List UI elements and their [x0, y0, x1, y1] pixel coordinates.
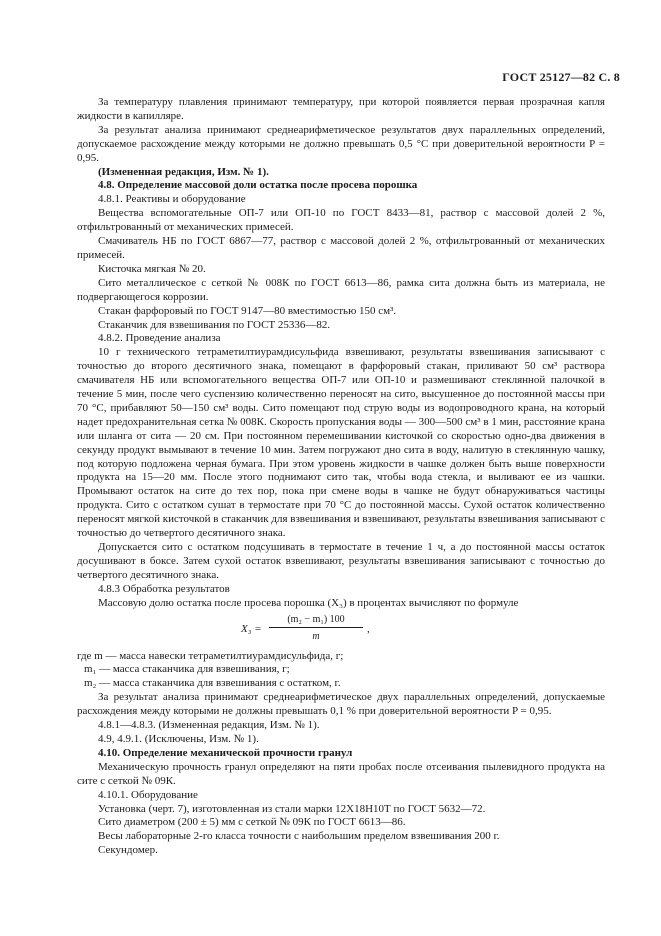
paragraph: 4.8. Определение массовой доли остатка после просева порошка — [98, 179, 418, 192]
paragraph: Вещества вспомогательные ОП-7 или ОП-10 по ГОСТ 8433—81, раствор с массовой долей 2 %, отфильтрованный от механических примесей. — [77, 207, 605, 234]
paragraph: 4.10. Определение механической прочности гранул — [98, 746, 353, 759]
paragraph: 4.8.3 Обработка результатов — [98, 582, 230, 595]
paragraph: 4.10.1. Оборудование — [98, 788, 198, 801]
paragraph: Сито диаметром (200 ± 5) мм с сеткой № 09К по ГОСТ 6613—86. — [98, 816, 406, 829]
formula-x3 — [77, 613, 605, 647]
variable-definition: m₁ — масса стаканчика для взвешивания, г; — [84, 663, 290, 676]
paragraph: За температуру плавления принимают температуру, при которой появляется первая прозрачная капля жидкости в капилляре. — [77, 96, 605, 122]
paragraph-group-2 — [77, 691, 605, 858]
variable-definitions — [77, 650, 605, 692]
paragraph: Секундомер. — [98, 844, 158, 857]
paragraph: Стаканчик для взвешивания по ГОСТ 25336—82. — [98, 318, 331, 331]
paragraph: Установка (черт. 7), изготовленная из стали марки 12Х18Н10Т по ГОСТ 5632—72. — [98, 802, 486, 815]
paragraph: Механическую прочность гранул определяют на пяти пробах после отсеивания пылевидного продукта на сите с сеткой № 09К. — [77, 760, 605, 787]
paragraph: Кисточка мягкая № 20. — [98, 262, 206, 275]
paragraph: 4.8.2. Проведение анализа — [98, 332, 221, 345]
paragraph: Сито металлическое с сеткой № 008К по ГОСТ 6613—86, рамка сита должна быть из материала, не подвергающегося коррозии. — [77, 276, 605, 303]
paragraph: За результат анализа принимают среднеарифметическое двух параллельных определений, допускаемые расхождения между которыми не должны превышать 0,1 % при доверительной вероятности P = 0,95. — [77, 691, 605, 718]
paragraph: 10 г технического тетраметилтиурамдисульфида взвешивают, результаты взвешивания записывают с точностью до второго десятичного знака, помещают в фарфоровый стакан, приливают 50 см³ раствора смачивателя НБ или вспомогательного вещества ОП-7 или ОП-10 и размешивают стеклянной палочкой в течение 5 мин, после чего суспензию количественно переносят на сито, высушенное до постоянной массы при 70 °С, прибавляют 50—150 см³ воды. Сито помещают под струю воды из водопроводного крана, на который надет предохранительная сетка № 008К. Скорость пропускания воды — 300—500 см³ в 1 мин, расстояние крана или шланга от сита — 20 см. При постоянном перемешивании кисточкой со скоростью одно-два движения в секунду продукт вымывают в течение 10 мин. Затем погружают дно сита в воду, налитую в стеклянную чашку, под которую подложена черная бумага. При этом уровень жидкости в чашке должен быть выше поверхности продукта на 15—20 мм. После этого поднимают сито так, чтобы вода стекла, и выливают ее из чашки. Промывают остаток на сите до тех пор, пока при смене воды в чашке не будут обнаруживаться частицы продукта. Сито с остатком сушат в термостате при 70 °С до постоянной массы. Сухой остаток количественно переносят мягкой кисточкой в стаканчик для взвешивания и взвешивают, результаты взвешивания записывают с точностью до четвертого десятичного знака. — [77, 346, 605, 540]
variable-definition: m₂ — масса стаканчика для взвешивания с остатком, г. — [84, 677, 341, 690]
page-header: ГОСТ 25127—82 С. 8 — [502, 70, 620, 84]
paragraph: 4.8.1. Реактивы и оборудование — [98, 193, 246, 206]
paragraph: Стакан фарфоровый по ГОСТ 9147—80 вместимостью 150 см³. — [98, 304, 397, 317]
paragraph: За результат анализа принимают среднеарифметическое результатов двух параллельных определений, допускаемое расхождение между которыми не должно превышать 0,5 °С при доверительной вероятности P = 0,95. — [77, 123, 605, 164]
paragraph: Массовую долю остатка после просева порошка (X₃) в процентах вычисляют по формуле — [98, 596, 519, 609]
formula-lhs: X₃ = — [241, 622, 262, 635]
paragraph: Весы лабораторные 2-го класса точности с наибольшим пределом взвешивания 200 г. — [98, 830, 500, 843]
paragraph-group-1 — [77, 96, 605, 611]
formula-trail: , — [367, 622, 370, 635]
formula-numerator: (m₂ − m₁) 100 — [269, 613, 363, 629]
paragraph: Смачиватель НБ по ГОСТ 6867—77, раствор с массовой долей 2 %, отфильтрованный от механических примесей. — [77, 235, 605, 261]
formula-fraction — [269, 613, 363, 645]
variable-definition: где m — масса навески тетраметилтиурамдисульфида, г; — [77, 649, 344, 662]
paragraph: 4.8.1—4.8.3. (Измененная редакция, Изм. № 1). — [98, 719, 320, 732]
formula-denominator: m — [312, 631, 320, 643]
paragraph: 4.9, 4.9.1. (Исключены, Изм. № 1). — [98, 732, 259, 745]
paragraph: Допускается сито с остатком подсушивать в термостате в течение 1 ч, а до постоянной массы остаток досушивают в боксе. Затем сухой остаток взвешивают, результаты взвешивания записывают с точностью до четвертого десятичного знака. — [77, 541, 605, 581]
paragraph: (Измененная редакция, Изм. № 1). — [98, 165, 269, 178]
document-body — [77, 96, 605, 858]
